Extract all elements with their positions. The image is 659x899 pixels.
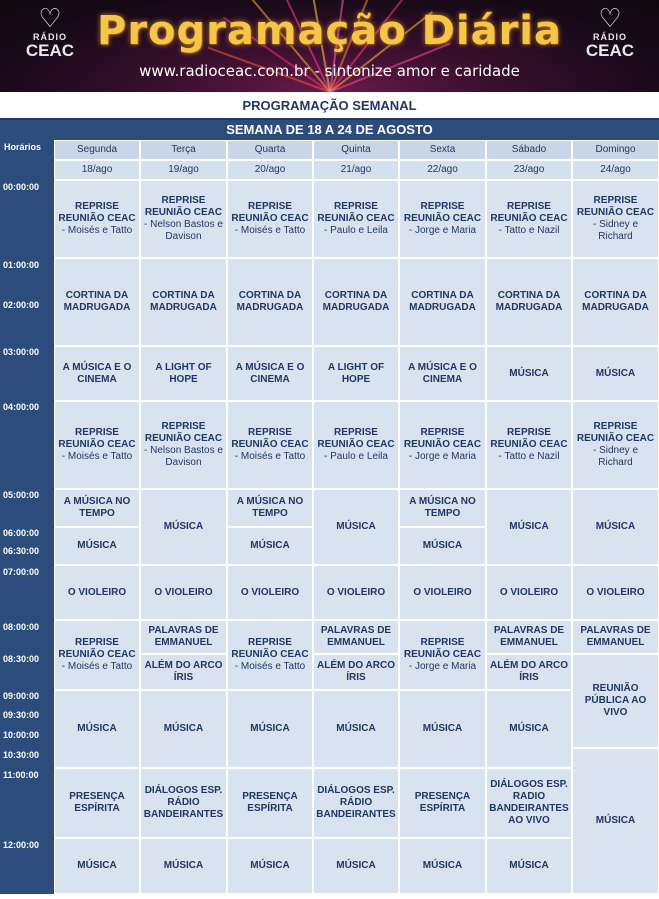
bottom-margin (0, 894, 659, 899)
program-cell: O VIOLEIRO (227, 565, 313, 620)
day-header-quinta: Quinta (313, 140, 399, 160)
horarios-header: Horários (4, 142, 42, 152)
program-title: REPRISE REUNIÃO CEAC (144, 195, 223, 218)
program-cell: MÚSICA (486, 346, 572, 401)
program-title: REPRISE REUNIÃO CEAC (317, 427, 395, 450)
program-cell (227, 180, 313, 258)
program-cell: MÚSICA (313, 690, 399, 768)
header-banner (0, 0, 659, 92)
program-cell: MÚSICA (486, 838, 572, 894)
program-cell: CORTINA DA MADRUGADA (313, 258, 399, 346)
day-header-sabado: Sábado (486, 140, 572, 160)
program-cell: CORTINA DA MADRUGADA (140, 258, 227, 346)
banner-subtitle: www.radioceac.com.br - sintonize amor e caridade (139, 62, 520, 80)
program-hosts: - Sidney e Richard (592, 445, 639, 468)
program-cell: MÚSICA (399, 527, 486, 565)
program-title: REPRISE REUNIÃO CEAC (403, 201, 482, 224)
time-label: 03:00:00 (3, 347, 40, 357)
time-label: 08:00:00 (3, 622, 40, 632)
program-cell: ALÉM DO ARCO ÍRIS (486, 654, 572, 690)
week-title: SEMANA DE 18 A 24 DE AGOSTO (0, 120, 659, 140)
program-cell: O VIOLEIRO (399, 565, 486, 620)
time-label: 04:00:00 (3, 402, 40, 412)
time-label: 05:00:00 (3, 490, 40, 500)
time-label: 06:00:00 (3, 528, 40, 538)
program-cell: MÚSICA (572, 748, 659, 894)
program-cell: MÚSICA (572, 489, 659, 565)
program-hosts: - Nelson Bastos e Davison (144, 445, 223, 468)
program-title: REPRISE REUNIÃO CEAC (403, 637, 482, 660)
program-cell: CORTINA DA MADRUGADA (486, 258, 572, 346)
program-cell: MÚSICA (140, 690, 227, 768)
time-label: 11:00:00 (3, 770, 39, 780)
program-cell: CORTINA DA MADRUGADA (54, 258, 140, 346)
day-header-segunda: Segunda (54, 140, 140, 160)
program-cell (227, 401, 313, 489)
program-cell: CORTINA DA MADRUGADA (227, 258, 313, 346)
program-cell: DIÁLOGOS ESP. RADIO BANDEIRANTES AO VIVO (486, 768, 572, 838)
day-date: 21/ago (313, 160, 399, 180)
program-cell: MÚSICA (313, 489, 399, 565)
program-cell (572, 180, 659, 258)
time-label: 06:30:00 (3, 546, 40, 556)
radio-ceac-logo (584, 4, 636, 90)
program-cell: MÚSICA (227, 838, 313, 894)
program-cell (54, 401, 140, 489)
program-hosts: - Nelson Bastos e Davison (144, 219, 223, 242)
program-hosts: - Paulo e Leila (324, 225, 388, 236)
program-cell (313, 401, 399, 489)
program-title: REPRISE REUNIÃO CEAC (58, 427, 136, 450)
day-date: 18/ago (54, 160, 140, 180)
program-cell: MÚSICA (227, 690, 313, 768)
program-hosts: - Jorge e Maria (408, 451, 477, 462)
program-cell (399, 401, 486, 489)
day-date: 24/ago (572, 160, 659, 180)
program-cell (313, 180, 399, 258)
program-cell (486, 401, 572, 489)
program-hosts: - Moisés e Tatto (234, 451, 306, 462)
day-date: 23/ago (486, 160, 572, 180)
time-label: 10:30:00 (3, 750, 40, 760)
program-cell: PRESENÇA ESPÍRITA (227, 768, 313, 838)
program-title: REPRISE REUNIÃO CEAC (231, 201, 309, 224)
program-cell: A MÚSICA E O CINEMA (54, 346, 140, 401)
program-cell: PALAVRAS DE EMMANUEL (486, 620, 572, 654)
program-cell: DIÁLOGOS ESP. RÁDIO BANDEIRANTES (140, 768, 227, 838)
program-cell: CORTINA DA MADRUGADA (572, 258, 659, 346)
program-cell (399, 180, 486, 258)
program-cell: PRESENÇA ESPÍRITA (399, 768, 486, 838)
program-title: REPRISE REUNIÃO CEAC (231, 637, 309, 660)
program-cell: MÚSICA (486, 690, 572, 768)
program-title: REPRISE REUNIÃO CEAC (576, 421, 655, 444)
program-cell (54, 180, 140, 258)
program-cell: DIÁLOGOS ESP. RÁDIO BANDEIRANTES (313, 768, 399, 838)
program-title: REPRISE REUNIÃO CEAC (490, 201, 568, 224)
program-cell: CORTINA DA MADRUGADA (399, 258, 486, 346)
program-title: REPRISE REUNIÃO CEAC (58, 637, 136, 660)
program-cell: MÚSICA (399, 838, 486, 894)
program-cell: ALÉM DO ARCO ÍRIS (140, 654, 227, 690)
time-label: 07:00:00 (3, 567, 40, 577)
program-cell: O VIOLEIRO (572, 565, 659, 620)
program-cell: A MÚSICA NO TEMPO (54, 489, 140, 527)
program-cell: PALAVRAS DE EMMANUEL (572, 620, 659, 654)
program-cell: MÚSICA (54, 690, 140, 768)
program-cell (140, 401, 227, 489)
program-cell: MÚSICA (140, 838, 227, 894)
program-hosts: - Moisés e Tatto (61, 661, 133, 672)
program-cell: MÚSICA (486, 489, 572, 565)
page-title: PROGRAMAÇÃO SEMANAL (0, 92, 659, 120)
day-header-terca: Terça (140, 140, 227, 160)
program-title: REPRISE REUNIÃO CEAC (576, 195, 655, 218)
program-cell: A MÚSICA E O CINEMA (399, 346, 486, 401)
time-label: 12:00:00 (3, 840, 40, 850)
day-date: 19/ago (140, 160, 227, 180)
program-cell: A LIGHT OF HOPE (140, 346, 227, 401)
day-header-domingo: Domingo (572, 140, 659, 160)
program-cell: O VIOLEIRO (54, 565, 140, 620)
day-date: 22/ago (399, 160, 486, 180)
program-cell: PALAVRAS DE EMMANUEL (313, 620, 399, 654)
logo-radio-text: RÁDIO (593, 32, 627, 42)
program-cell (486, 180, 572, 258)
day-date: 20/ago (227, 160, 313, 180)
program-hosts: - Jorge e Maria (408, 661, 477, 672)
time-column (0, 140, 54, 894)
program-cell: ALÉM DO ARCO ÍRIS (313, 654, 399, 690)
day-header-quarta: Quarta (227, 140, 313, 160)
program-title: REPRISE REUNIÃO CEAC (231, 427, 309, 450)
time-label: 01:00:00 (3, 260, 40, 270)
program-cell (140, 180, 227, 258)
program-hosts: - Tatto e Nazil (498, 225, 560, 236)
logo-radio-text: RÁDIO (33, 32, 67, 42)
schedule-grid (0, 140, 659, 894)
program-hosts: - Jorge e Maria (408, 225, 477, 236)
time-label: 09:00:00 (3, 691, 40, 701)
program-cell: MÚSICA (399, 690, 486, 768)
program-cell: MÚSICA (227, 527, 313, 565)
program-hosts: - Moisés e Tatto (234, 661, 306, 672)
time-label: 00:00:00 (3, 182, 40, 192)
program-cell: PALAVRAS DE EMMANUEL (140, 620, 227, 654)
program-hosts: - Moisés e Tatto (234, 225, 306, 236)
program-cell: A MÚSICA NO TEMPO (399, 489, 486, 527)
program-cell: MÚSICA (54, 527, 140, 565)
program-cell: MÚSICA (313, 838, 399, 894)
program-hosts: - Tatto e Nazil (498, 451, 560, 462)
time-label: 10:00:00 (3, 730, 40, 740)
heart-icon: ♡ (38, 3, 62, 33)
program-hosts: - Paulo e Leila (324, 451, 388, 462)
program-hosts: - Moisés e Tatto (61, 225, 133, 236)
logo-ceac-text: CEAC (25, 41, 75, 60)
program-cell: O VIOLEIRO (140, 565, 227, 620)
banner-title: Programação Diária (97, 8, 562, 54)
time-label: 09:30:00 (3, 710, 40, 720)
program-cell (54, 620, 140, 690)
program-cell: MÚSICA (140, 489, 227, 565)
program-hosts: - Moisés e Tatto (61, 451, 133, 462)
program-cell (399, 620, 486, 690)
program-title: REPRISE REUNIÃO CEAC (490, 427, 568, 450)
program-cell: A MÚSICA E O CINEMA (227, 346, 313, 401)
program-title: REPRISE REUNIÃO CEAC (144, 421, 223, 444)
program-cell (572, 401, 659, 489)
program-cell: MÚSICA (572, 346, 659, 401)
program-cell: REUNIÃO PÚBLICA AO VIVO (572, 654, 659, 748)
program-title: REPRISE REUNIÃO CEAC (317, 201, 395, 224)
program-cell: A LIGHT OF HOPE (313, 346, 399, 401)
program-title: REPRISE REUNIÃO CEAC (58, 201, 136, 224)
day-header-sexta: Sexta (399, 140, 486, 160)
program-cell: O VIOLEIRO (486, 565, 572, 620)
program-cell: O VIOLEIRO (313, 565, 399, 620)
program-cell: A MÚSICA NO TEMPO (227, 489, 313, 527)
heart-icon: ♡ (598, 3, 622, 33)
program-cell: MÚSICA (54, 838, 140, 894)
time-label: 08:30:00 (3, 654, 40, 664)
program-hosts: - Sidney e Richard (592, 219, 639, 242)
program-title: REPRISE REUNIÃO CEAC (403, 427, 482, 450)
program-cell (227, 620, 313, 690)
logo-ceac-text: CEAC (585, 41, 635, 60)
time-label: 02:00:00 (3, 300, 40, 310)
program-cell: PRESENÇA ESPÍRITA (54, 768, 140, 838)
